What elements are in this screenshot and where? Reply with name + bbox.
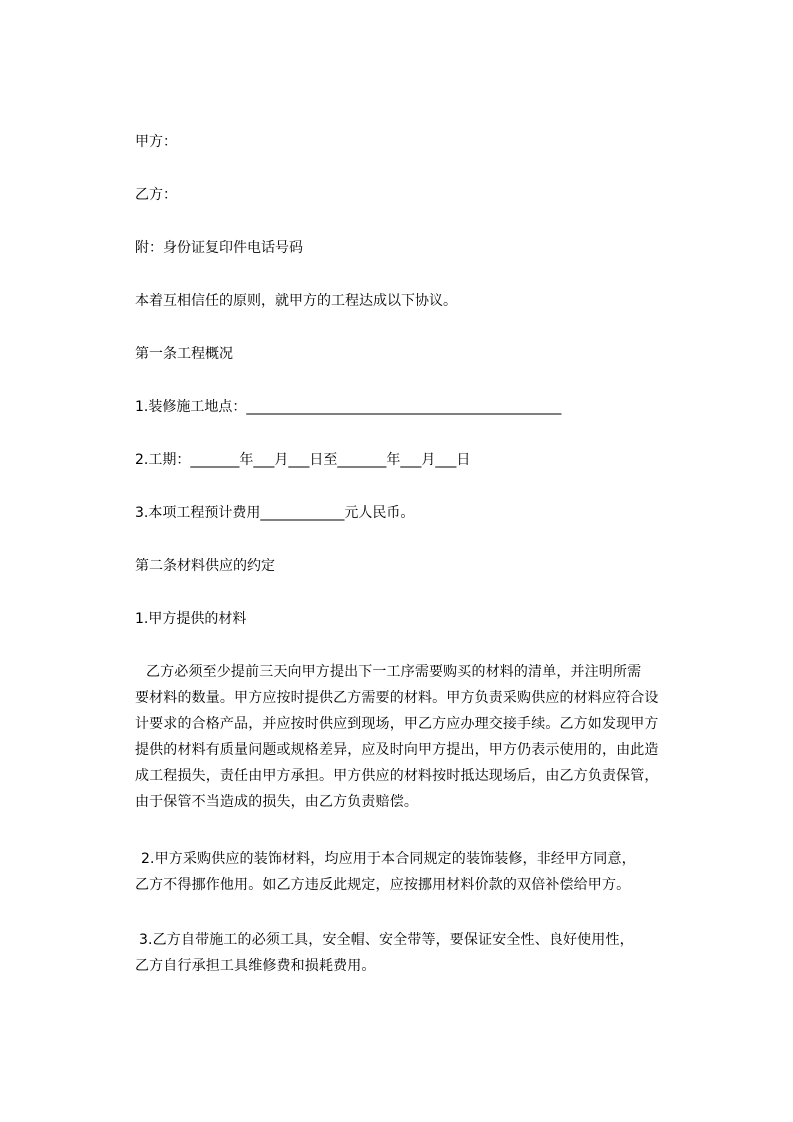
paragraph-line: 提供的材料有质量问题或规格差异，应及时向甲方提出，甲方仍表示使用的，由此造 [135, 742, 659, 758]
paragraph-line: 乙方自行承担工具维修费和损耗费用。 [135, 958, 376, 974]
article2-item1-heading: 1.甲方提供的材料 [135, 611, 247, 627]
paragraph-line: 乙方必须至少提前三天向甲方提出下一工序需要购买的材料的清单，并注明所需 [146, 664, 642, 680]
paragraph-line: 成工程损失，责任由甲方承担。甲方供应的材料按时抵达现场后，由乙方负责保管， [135, 768, 659, 784]
article2-heading: 第二条材料供应的约定 [135, 558, 275, 574]
article2-item3-paragraph [135, 927, 695, 979]
paragraph-line: 3.乙方自带施工的必须工具，安全帽、安全带等，要保证安全性、良好使用性， [139, 932, 634, 948]
article1-item1-location: 1.装修施工地点：_____________________________________________ [135, 399, 562, 415]
paragraph-line: 由于保管不当造成的损失，由乙方负责赔偿。 [135, 794, 418, 810]
article1-heading: 第一条工程概况 [135, 346, 233, 362]
article1-item2-duration: 2.工期：_______年___月___日至_______年___月___日 [135, 452, 471, 468]
article1-item3-cost: 3.本项工程预计费用____________元人民币。 [135, 505, 415, 521]
paragraph-line: 2.甲方采购供应的装饰材料，均应用于本合同规定的装饰装修，非经甲方同意， [141, 851, 636, 867]
attachment-note: 附：身份证复印件电话号码 [135, 240, 303, 256]
article2-item1-paragraph [135, 659, 695, 815]
paragraph-line: 要材料的数量。甲方应按时提供乙方需要的材料。甲方负责采购供应的材料应符合设 [135, 690, 659, 706]
party-b-label: 乙方： [135, 187, 177, 203]
article2-item2-paragraph [135, 846, 695, 898]
paragraph-line: 计要求的合格产品，并应按时供应到现场，甲乙方应办理交接手续。乙方如发现甲方 [135, 716, 659, 732]
preamble-text: 本着互相信任的原则，就甲方的工程达成以下协议。 [135, 293, 457, 309]
paragraph-line: 乙方不得挪作他用。如乙方违反此规定，应按挪用材料价款的双倍补偿给甲方。 [135, 877, 631, 893]
party-a-label: 甲方： [135, 134, 177, 150]
